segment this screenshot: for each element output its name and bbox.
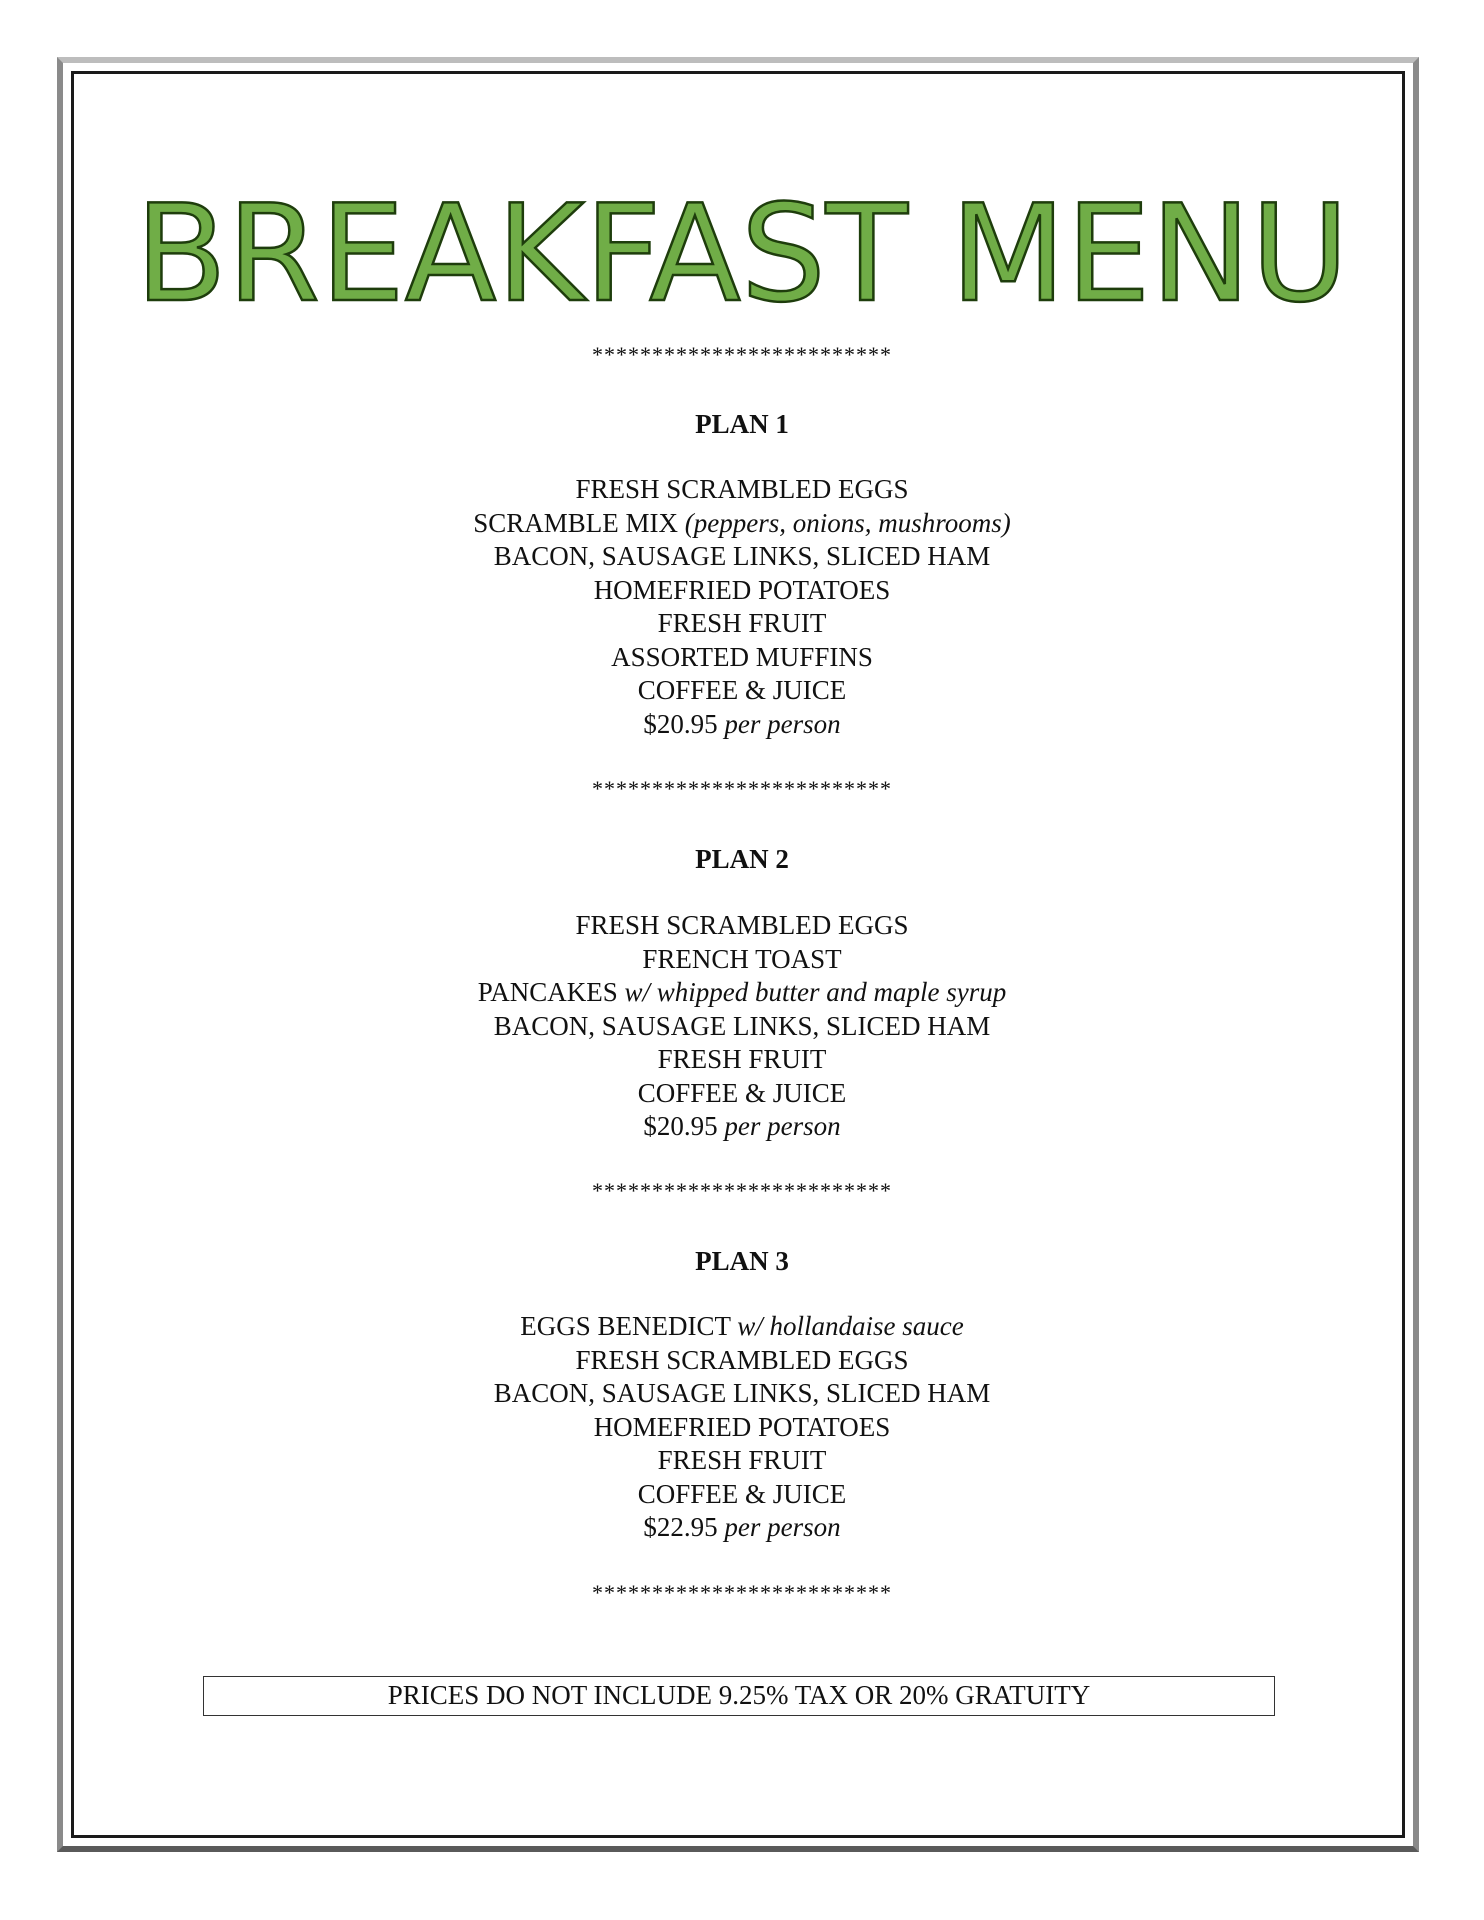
plan-1-item: HOMEFRIED POTATOES bbox=[593, 574, 891, 605]
plan-2-item: COFFEE & JUICE bbox=[637, 1077, 847, 1108]
plan-1-item: SCRAMBLE MIX (peppers, onions, mushrooms) bbox=[473, 507, 1011, 538]
plan-3-item: EGGS BENEDICT w/ hollandaise sauce bbox=[520, 1311, 964, 1341]
plan-1-items bbox=[0, 473, 1484, 741]
plan-2-item: FRESH FRUIT bbox=[657, 1044, 827, 1074]
plan-2-item: FRENCH TOAST bbox=[642, 943, 842, 974]
plan-2-price: $20.95 per person bbox=[643, 1111, 841, 1141]
plan-3-price: $22.95 per person bbox=[643, 1512, 841, 1542]
plan-3-item: COFFEE & JUICE bbox=[637, 1478, 847, 1509]
plan-1-item: FRESH SCRAMBLED EGGS bbox=[575, 474, 909, 504]
separator-4: ************************* bbox=[592, 1580, 892, 1605]
separator-2: ************************* bbox=[592, 776, 892, 801]
plan-1-price: $20.95 per person bbox=[643, 708, 841, 739]
plan-1-item: COFFEE & JUICE bbox=[637, 675, 847, 705]
menu-title: BREAKFAST MENU bbox=[135, 176, 1349, 332]
plan-1-item: ASSORTED MUFFINS bbox=[611, 641, 873, 672]
plan-2-item: FRESH SCRAMBLED EGGS bbox=[575, 910, 909, 940]
plan-2-heading: PLAN 2 bbox=[695, 844, 789, 874]
plan-2-item: BACON, SAUSAGE LINKS, SLICED HAM bbox=[493, 1010, 991, 1041]
plan-3-heading: PLAN 3 bbox=[695, 1246, 789, 1276]
plan-3-item: BACON, SAUSAGE LINKS, SLICED HAM bbox=[493, 1378, 991, 1408]
separator-3: ************************* bbox=[592, 1178, 892, 1203]
plan-1-item: FRESH FRUIT bbox=[657, 608, 827, 638]
plan-1-item: BACON, SAUSAGE LINKS, SLICED HAM bbox=[493, 541, 991, 571]
plan-2-item: PANCAKES w/ whipped butter and maple syrup bbox=[477, 977, 1007, 1007]
plan-3-item: HOMEFRIED POTATOES bbox=[593, 1411, 891, 1442]
tax-gratuity-notice: PRICES DO NOT INCLUDE 9.25% TAX OR 20% GRATUITY bbox=[203, 1676, 1275, 1716]
plan-2-items bbox=[0, 909, 1484, 1144]
plan-3-item: FRESH SCRAMBLED EGGS bbox=[575, 1344, 909, 1375]
plan-1-heading: PLAN 1 bbox=[695, 409, 789, 439]
plan-3-item: FRESH FRUIT bbox=[657, 1445, 827, 1475]
plan-3-items bbox=[0, 1310, 1484, 1545]
separator-1: ************************* bbox=[592, 342, 892, 367]
